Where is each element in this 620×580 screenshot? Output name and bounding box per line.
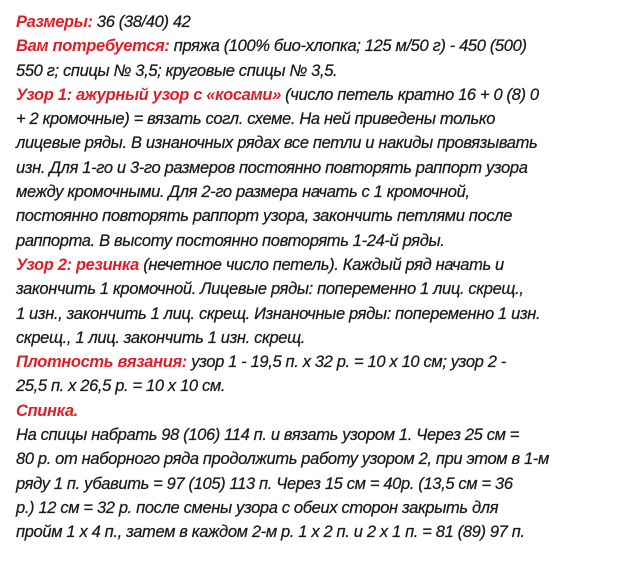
pattern1-text: постоянно повторять раппорт узора, закончить петлями после bbox=[16, 207, 513, 226]
pattern1-heading: Узор 1: ажурный узор с «косами» bbox=[16, 85, 281, 104]
materials-text: пряжа (100% био-хлопка; 125 м/50 г) - 450 (500) bbox=[169, 37, 527, 56]
back-text: пройм 1 х 4 п., затем в каждом 2-м р. 1 х 2 п. и 2 х 1 п. = 81 (89) 97 п. bbox=[16, 523, 525, 542]
pattern2-text: 1 изн., закончить 1 лиц. скрещ. Изнаночные ряды: попеременно 1 изн. bbox=[16, 304, 541, 323]
knitting-instructions bbox=[16, 10, 616, 545]
pattern2-text: скрещ., 1 лиц. закончить 1 изн. скрещ. bbox=[16, 328, 306, 347]
back-heading: Спинка. bbox=[16, 401, 78, 420]
sizes-heading: Размеры: bbox=[16, 13, 93, 31]
pattern1-text: изн. Для 1-го и 3-го размеров постоянно повторять раппорт узора bbox=[16, 158, 528, 177]
gauge-heading: Плотность вязания: bbox=[16, 353, 187, 372]
materials-text: 550 г; спицы № 3,5; круговые спицы № 3,5. bbox=[16, 61, 338, 80]
pattern2-line bbox=[16, 253, 616, 277]
back-text: р.) 12 см = 32 р. после смены узора с обеих сторон закрыть для bbox=[16, 498, 499, 517]
pattern1-text: раппорта. В высоту постоянно повторять 1-24-й ряды. bbox=[16, 231, 445, 250]
pattern1-text: (число петель кратно 16 + 0 (8) 0 bbox=[280, 85, 539, 104]
pattern1-text: между кромочными. Для 2-го размера начать с 1 кромочной, bbox=[16, 183, 470, 202]
pattern1-line bbox=[16, 83, 616, 107]
back-text: На спицы набрать 98 (106) 114 п. и вязать узором 1. Через 25 см = bbox=[16, 426, 520, 445]
back-line bbox=[16, 399, 616, 423]
sizes-line bbox=[16, 10, 616, 34]
sizes-text: 36 (38/40) 42 bbox=[92, 13, 191, 31]
materials-heading: Вам потребуется: bbox=[16, 37, 170, 56]
back-text: 80 р. от наборного ряда продолжить работу узором 2, при этом в 1-м bbox=[16, 450, 549, 469]
pattern1-text: + 2 кромочные) = вязать согл. схеме. На ней приведены только bbox=[16, 110, 496, 129]
back-text: ряду 1 п. убавить = 97 (105) 113 п. Через 15 см = 40р. (13,5 см = 36 bbox=[16, 474, 513, 493]
gauge-text: 25,5 п. х 26,5 р. = 10 х 10 см. bbox=[16, 377, 226, 396]
gauge-line bbox=[16, 350, 616, 374]
materials-line bbox=[16, 34, 616, 58]
pattern1-text: лицевые ряды. В изнаночных рядах все петли и накиды провязывать bbox=[16, 134, 538, 153]
pattern2-text: закончить 1 кромочной. Лицевые ряды: попеременно 1 лиц. скрещ., bbox=[16, 280, 524, 299]
pattern2-text: (нечетное число петель). Каждый ряд начать и bbox=[138, 255, 504, 274]
pattern2-heading: Узор 2: резинка bbox=[16, 255, 139, 274]
gauge-text: узор 1 - 19,5 п. х 32 р. = 10 х 10 см; узор 2 - bbox=[186, 353, 506, 372]
